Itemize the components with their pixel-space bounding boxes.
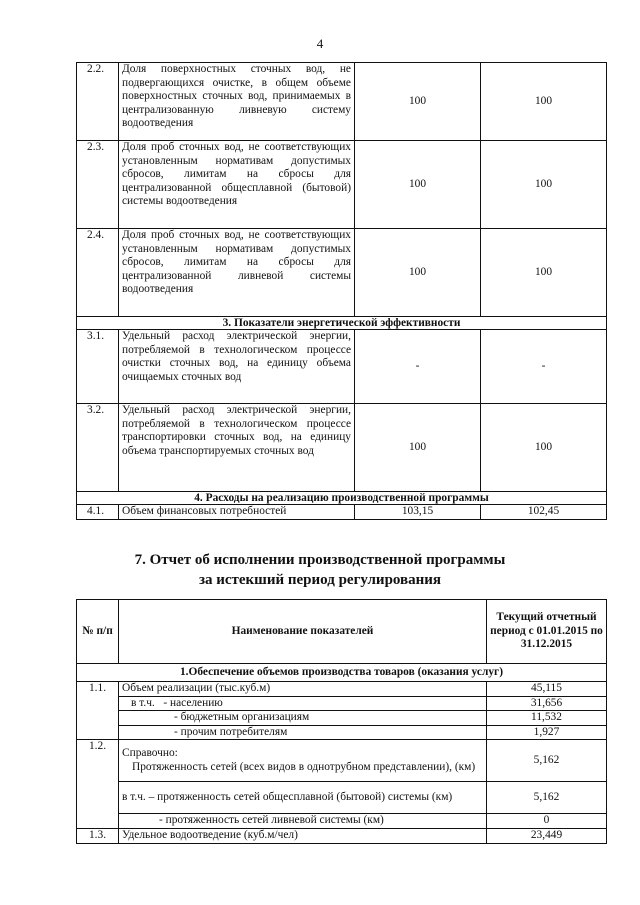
indicator-name [119,740,487,782]
heading-line-1: 7. Отчет об исполнении производственной программы [134,552,506,568]
indicator-value-plan: 100 [355,63,481,141]
indicator-value: 11,532 [487,711,607,726]
section-title: 1.Обеспечение объемов производства товаров (оказания услуг) [77,664,607,682]
indicator-name: Доля поверхностных сточных вод, не подвергающихся очистке, в общем объеме поверхностных сточных вод, принимаемых в централизованную ливневую систему водоотведения [119,63,355,141]
indicator-value: 31,656 [487,696,607,711]
indicator-value-actual: 102,45 [481,505,607,520]
table-row [77,63,607,141]
indicator-value: 23,449 [487,828,607,843]
indicator-value-actual: 100 [481,404,607,492]
heading-line-2: за истекший период регулирования [198,572,442,588]
sub-item: - населению [163,696,223,709]
reference-title: Справочно: [122,747,178,760]
indicator-name: в т.ч. – протяженность сетей общесплавной (бытовой) системы (км) [119,782,487,814]
table-row [77,229,607,317]
row-number: 1.3. [77,828,119,843]
indicator-value: 1,927 [487,725,607,740]
indicator-value-actual: 100 [481,229,607,317]
table-row [77,711,607,726]
program-report-table [76,599,607,844]
table-row [77,725,607,740]
section-row [77,492,607,505]
indicator-name: Объем реализации (тыс.куб.м) [119,682,487,697]
indicator-name: Доля проб сточных вод, не соответствующих установленным нормативам допустимых сбросов, лимитам на сбросы для централизованной общесплавной (бытовой) системы водоотведения [119,141,355,229]
indicator-value-actual: - [481,330,607,404]
indicator-value-plan: 100 [355,229,481,317]
header-indicator-name: Наименование показателей [119,600,487,664]
row-number: 1.2. [77,740,119,829]
table-row [77,814,607,829]
indicator-value: 0 [487,814,607,829]
reference-text: Протяженность сетей (всех видов в однотрубном представлении), (км) [132,760,476,773]
indicator-name: Удельное водоотведение (куб.м/чел) [119,828,487,843]
page-number: 4 [316,36,324,51]
indicator-name [119,696,487,711]
indicator-value-plan: 100 [355,404,481,492]
indicator-name: - прочим потребителям [119,725,487,740]
indicator-name: Объем финансовых потребностей [119,505,355,520]
sub-lead: в т.ч. [131,696,155,709]
indicator-value: 45,115 [487,682,607,697]
row-number: 2.4. [77,229,119,317]
section-heading [0,550,640,590]
row-number: 2.3. [77,141,119,229]
table-row [77,740,607,782]
table-row [77,404,607,492]
row-number: 3.1. [77,330,119,404]
table-header-row [77,600,607,664]
indicator-name: Доля проб сточных вод, не соответствующих установленным нормативам допустимых сбросов, лимитам на сбросы для централизованной ливневой системы водоотведения [119,229,355,317]
row-number: 4.1. [77,505,119,520]
indicator-value-actual: 100 [481,63,607,141]
indicator-name: Удельный расход электрической энергии, потребляемой в технологическом процессе очистки сточных вод, на единицу объема очищаемых сточных вод [119,330,355,404]
header-number: № п/п [77,600,119,664]
indicator-value-plan: - [355,330,481,404]
row-number: 3.2. [77,404,119,492]
indicator-name: - протяженность сетей ливневой системы (км) [119,814,487,829]
indicator-name: - бюджетным организациям [119,711,487,726]
indicator-value-actual: 100 [481,141,607,229]
table-row [77,330,607,404]
section-title: 4. Расходы на реализацию производственной программы [77,492,607,505]
table-row [77,682,607,697]
table-row [77,782,607,814]
table-row [77,696,607,711]
indicator-value-plan: 103,15 [355,505,481,520]
indicator-name: Удельный расход электрической энергии, потребляемой в технологическом процессе транспортировки сточных вод, на единицу объема транспортируемых сточных вод [119,404,355,492]
section-row [77,317,607,330]
indicator-value-plan: 100 [355,141,481,229]
indicator-value: 5,162 [487,782,607,814]
section-row [77,664,607,682]
indicators-table-continued [76,62,607,520]
section-title: 3. Показатели энергетической эффективности [77,317,607,330]
row-number: 1.1. [77,682,119,740]
table-row [77,141,607,229]
table-row [77,828,607,843]
row-number: 2.2. [77,63,119,141]
table-row [77,505,607,520]
header-period: Текущий отчетный период с 01.01.2015 по 31.12.2015 [487,600,607,664]
indicator-value: 5,162 [487,740,607,782]
